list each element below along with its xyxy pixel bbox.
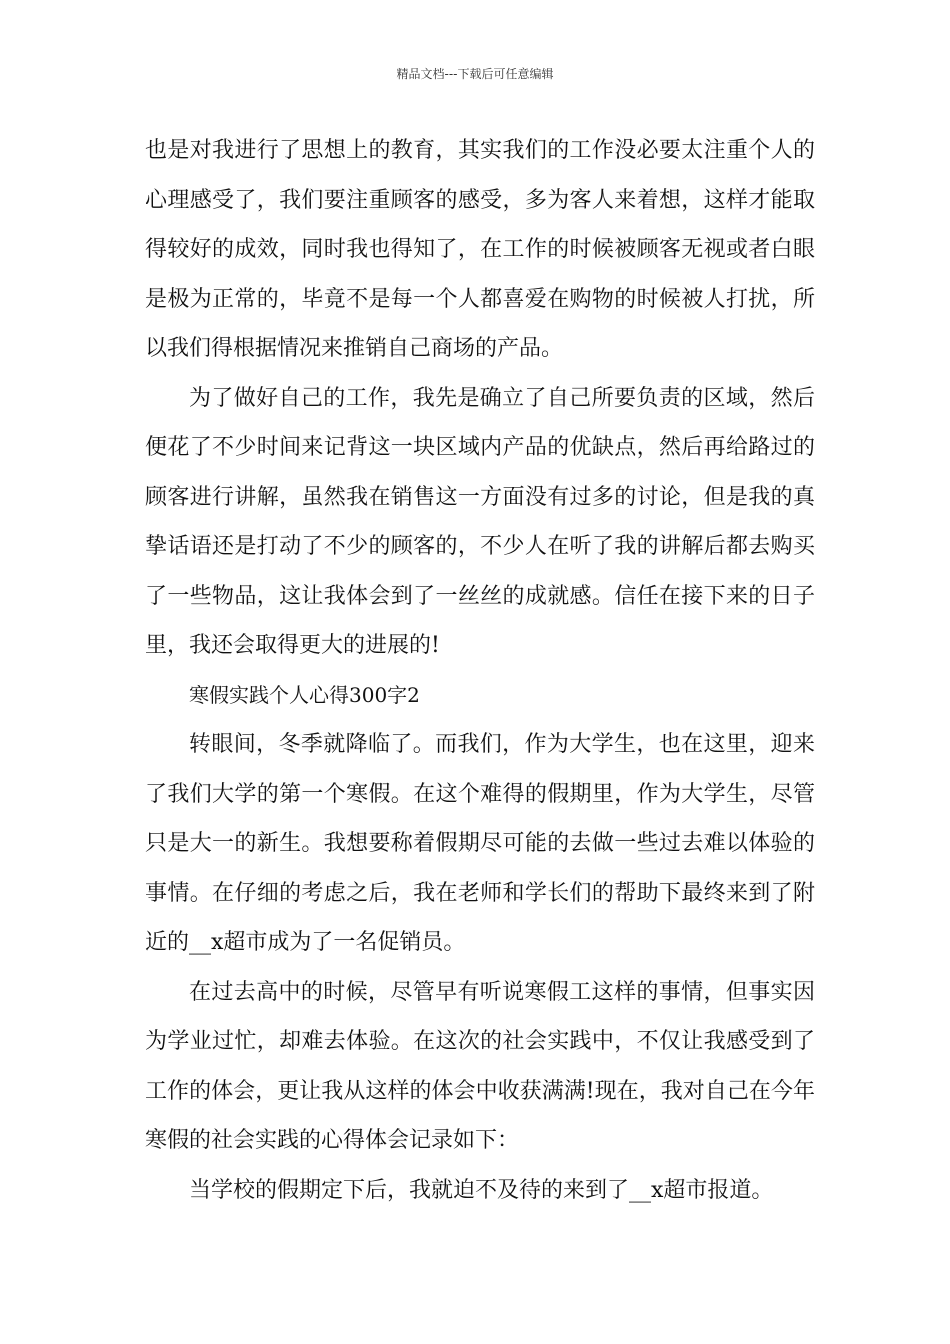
page-header: 精品文档---下载后可任意编辑 <box>396 67 554 81</box>
paragraph: 当学校的假期定下后，我就迫不及待的来到了__x超市报道。 <box>189 1177 774 1203</box>
paragraph: 为了做好自己的工作，我先是确立了自己所要负责的区域，然后便花了不少时间来记背这一块区域内产品的优缺点，然后再给路过的顾客进行讲解，虽然我在销售这一方面没有过多的讨论，但是我的真挚话语还是打动了不少的顾客的，不少人在听了我的讲解后都去购买了一些物品，这让我体会到了一丝丝的成就感。信任在接下来的日子里，我还会取得更大的进展的! <box>145 385 815 658</box>
paragraph-continued: 也是对我进行了思想上的教育，其实我们的工作没必要太注重个人的心理感受了，我们要注重顾客的感受，多为客人来着想，这样才能取得较好的成效，同时我也得知了，在工作的时候被顾客无视或者白眼是极为正常的，毕竟不是每一个人都喜爱在购物的时候被人打扰，所以我们得根据情况来推销自己商场的产品。 <box>145 138 815 361</box>
section-heading: 寒假实践个人心得300字2 <box>189 682 420 707</box>
paragraph: 在过去高中的时候，尽管早有听说寒假工这样的事情，但事实因为学业过忙，却难去体验。在这次的社会实践中，不仅让我感受到了工作的体会，更让我从这样的体会中收获满满!现在，我对自己在今年寒假的社会实践的心得体会记录如下： <box>145 979 815 1153</box>
paragraph: 转眼间，冬季就降临了。而我们，作为大学生，也在这里，迎来了我们大学的第一个寒假。在这个难得的假期里，作为大学生，尽管只是大一的新生。我想要称着假期尽可能的去做一些过去难以体验的事情。在仔细的考虑之后，我在老师和学长们的帮助下最终来到了附近的__x超市成为了一名促销员。 <box>145 732 815 955</box>
document-body <box>145 126 815 1215</box>
